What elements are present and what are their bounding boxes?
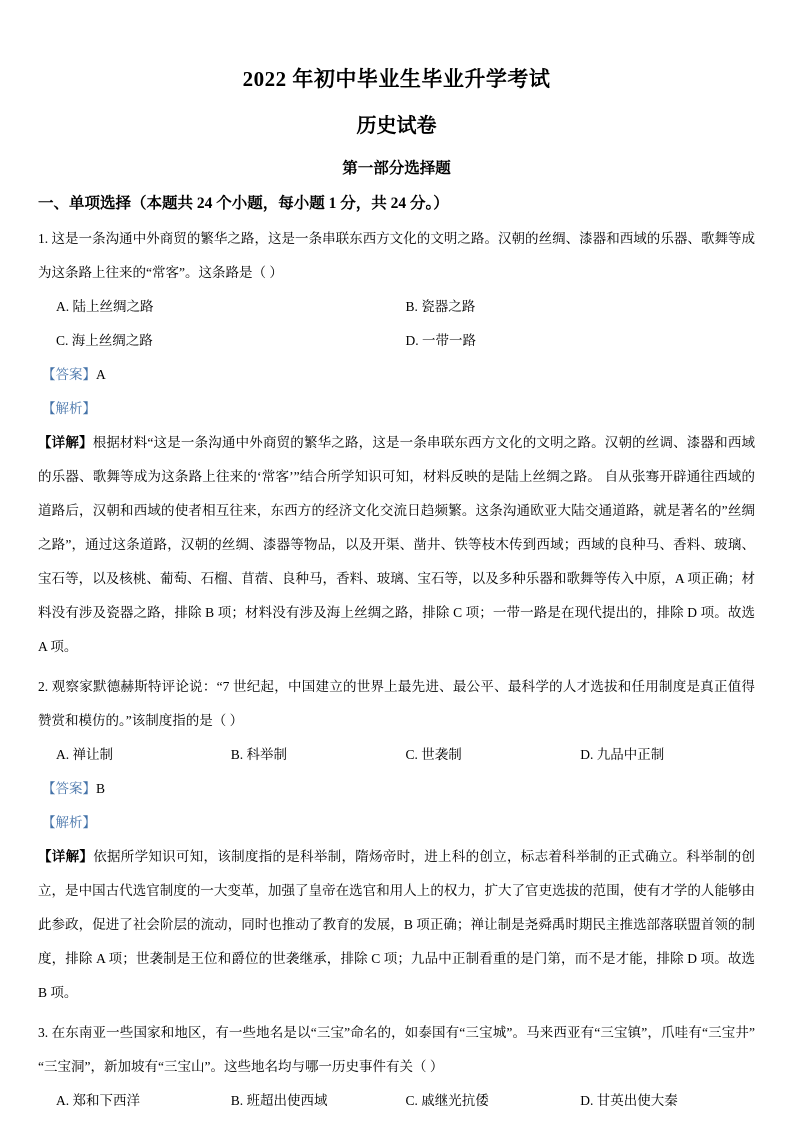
answer-value: B bbox=[96, 780, 106, 796]
detail-tag: 【详解】 bbox=[38, 848, 94, 864]
detail-tag: 【详解】 bbox=[38, 434, 93, 450]
answer-line bbox=[38, 358, 755, 392]
question-block-3 bbox=[38, 1010, 755, 1118]
analysis-line bbox=[38, 392, 755, 426]
detail-text: 根据材料“这是一条沟通中外商贸的繁华之路，这是一条串联东西方文化的文明之路。汉朝的丝调、漆器和西域的乐器、歌舞等成为这条路上往来的‘常客’”结合所学知识可知，材料反映的是陆上丝绸之路。 自从张骞开辟通往西域的道路后，汉朝和西域的使者相互往来，东西方的经济文化交流日趋频繁。这条沟通欧亚大陆交通道路，就是著名的”丝绸之路”，通过这条道路，汉朝的丝绸、漆器等物品，以及开渠、凿井、铁等枝木传到西域；西域的良种马、香料、玻璃、宝石等，以及核桃、葡萄、石榴、苜蓿、良种马，香料、玻璃、宝石等，以及多种乐器和歌舞等传入中原，A 项正确；材料没有涉及瓷器之路，排除 B 项；材料没有涉及海上丝绸之路，排除 C 项；一带一路是在现代提出的，排除 D 项。故选 A 项。 bbox=[38, 434, 756, 654]
option-d[interactable]: D. 一带一路 bbox=[405, 332, 476, 348]
detail-paragraph bbox=[38, 426, 755, 664]
option-c[interactable]: C. 戚继光抗倭 bbox=[405, 1092, 489, 1108]
part-title: 第一部分选择题 bbox=[342, 160, 451, 178]
option-row bbox=[38, 290, 755, 324]
question-block-2 bbox=[38, 664, 755, 1010]
option-a[interactable]: A. 陆上丝绸之路 bbox=[56, 298, 154, 314]
analysis-tag: 【解析】 bbox=[42, 400, 96, 416]
detail-paragraph bbox=[38, 840, 755, 1010]
section-heading: 一、单项选择（本题共 24 个小题，每小题 1 分，共 24 分。） bbox=[38, 195, 449, 213]
answer-value: A bbox=[96, 366, 106, 382]
option-a[interactable]: A. 郑和下西洋 bbox=[56, 1092, 140, 1108]
question-stem: 2. 观察家默德赫斯特评论说：“7 世纪起，中国建立的世界上最先进、最公平、最科学的人才选拔和任用制度是真正值得赞赏和模仿的。”该制度指的是（ ） bbox=[38, 678, 755, 728]
option-b[interactable]: B. 班超出使西域 bbox=[230, 1092, 328, 1108]
option-d[interactable]: D. 九品中正制 bbox=[580, 746, 665, 762]
answer-line bbox=[38, 772, 755, 806]
question-stem: 1. 这是一条沟通中外商贸的繁华之路，这是一条串联东西方文化的文明之路。汉朝的丝绸、漆器和西域的乐器、歌舞等成为这条路上往来的“常客”。这条路是（ ） bbox=[38, 230, 755, 280]
analysis-tag: 【解析】 bbox=[42, 814, 96, 830]
page-subtitle: 历史试卷 bbox=[356, 115, 437, 138]
option-row bbox=[38, 324, 755, 358]
option-row bbox=[38, 1084, 755, 1118]
option-b[interactable]: B. 科举制 bbox=[230, 746, 288, 762]
question-stem: 3. 在东南亚一些国家和地区，有一些地名是以“三宝”命名的，如泰国有“三宝城”。马来西亚有“三宝镇”，爪哇有“三宝井”“三宝洞”，新加坡有“三宝山”。这些地名均与哪一历史事件有关（ ） bbox=[38, 1024, 755, 1074]
option-b[interactable]: B. 瓷器之路 bbox=[405, 298, 476, 314]
option-a[interactable]: A. 禅让制 bbox=[56, 746, 113, 762]
analysis-line bbox=[38, 806, 755, 840]
page-title: 2022 年初中毕业生毕业升学考试 bbox=[242, 67, 551, 91]
option-c[interactable]: C. 海上丝绸之路 bbox=[56, 332, 153, 348]
question-block-1 bbox=[38, 216, 755, 664]
detail-text: 依据所学知识可知，该制度指的是科举制，隋炀帝时，进上科的创立，标志着科举制的正式确立。科举制的创立，是中国古代选官制度的一大变革，加强了皇帝在选官和用人上的权力，扩大了官吏选拔的范围，使有才学的人能够由此参政，促进了社会阶层的流动，同时也推动了教育的发展，B 项正确；禅让制是尧舜禹时期民主推选部落联盟首领的制度，排除 A 项；世袭制是王位和爵位的世袭继承，排除 C 项；九品中正制看重的是门第，而不是才能，排除 D 项。故选 B 项。 bbox=[38, 848, 756, 1000]
option-c[interactable]: C. 世袭制 bbox=[405, 746, 462, 762]
answer-tag: 【答案】 bbox=[42, 780, 96, 796]
option-d[interactable]: D. 甘英出使大秦 bbox=[580, 1092, 678, 1108]
option-row bbox=[38, 738, 755, 772]
answer-tag: 【答案】 bbox=[42, 366, 96, 382]
